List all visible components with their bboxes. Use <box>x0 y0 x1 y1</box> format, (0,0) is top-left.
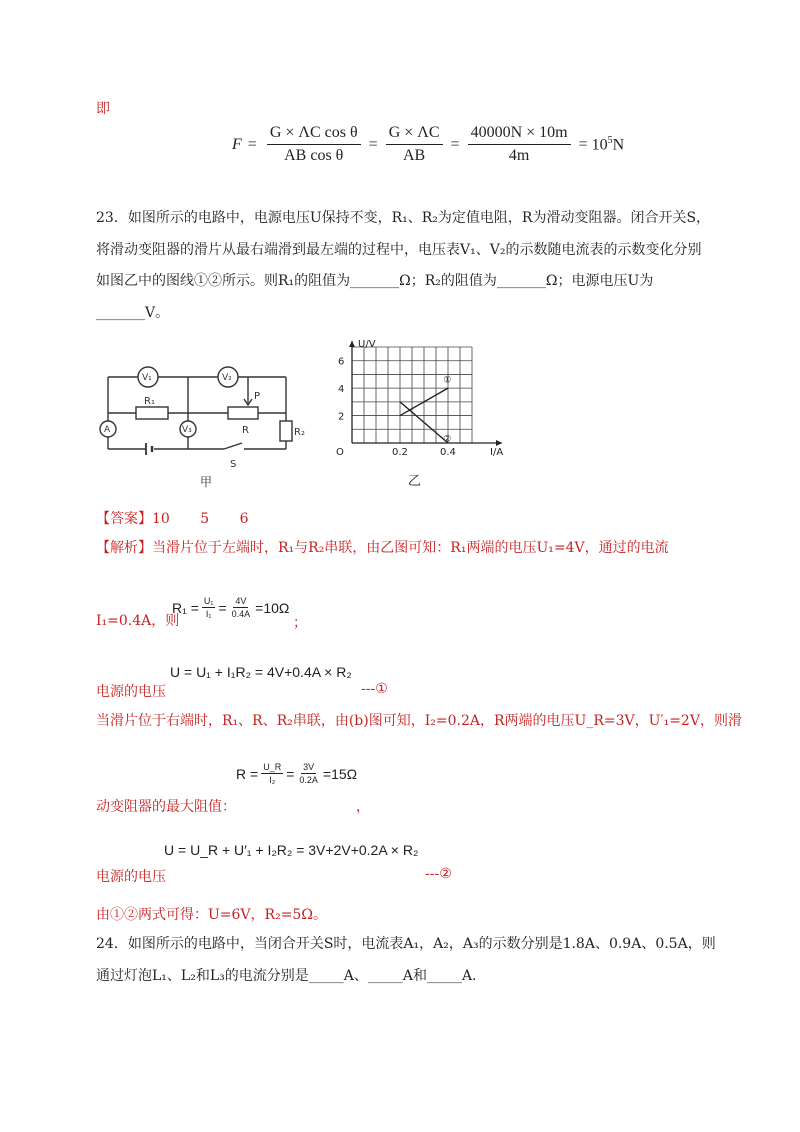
graph-caption: 乙 <box>408 474 422 489</box>
x-axis-arrow <box>496 440 502 446</box>
q24-line-2: 通过灯泡L₁、L₂和L₃的电流分别是_____A、_____A和_____A. <box>96 968 477 984</box>
fraction-1-num: G × ΛC cos θ <box>267 124 361 145</box>
analysis-line-3: 当滑片位于右端时，R₁、R、R₂串联，由(b)图可知，I₂=0.2A，R两端的电压U_R=3V，U′₁=2V，则滑 <box>96 713 742 729</box>
eq3-lhs: R = <box>236 765 259 782</box>
eq3-rhs: =15Ω <box>322 765 358 782</box>
eq3-label: 动变阻器的最大阻值： <box>96 799 236 815</box>
y-tick-4: 4 <box>338 384 345 396</box>
y-axis-label: U/V <box>358 339 376 350</box>
fraction-2 <box>386 124 443 165</box>
analysis-line-2: I₁=0.4A，则 <box>96 613 180 629</box>
x-tick-0-4: 0.4 <box>440 447 456 458</box>
fraction-1-den: AB cos θ <box>284 147 344 164</box>
answer-row <box>96 508 249 528</box>
fraction-3-num: 40000N × 10m <box>468 124 571 145</box>
q24-line-1: 24．如图所示的电路中，当闭合开关S时，电流表A₁，A₂，A₃的示数分别是1.8A、0.9A、0.5A，则 <box>96 936 716 952</box>
semicolon: ； <box>293 615 307 631</box>
slider-p-label: P <box>254 391 261 402</box>
q23-line-2: 将滑动变阻器的滑片从最右端滑到最左端的过程中，电压表V₁、V₂的示数随电流表的示数变化分别 <box>96 242 702 258</box>
q23-line-3: 如图乙中的图线①②所示。则R₁的阻值为_______Ω；R₂的阻值为_______Ω；电源电压U为 <box>96 273 654 289</box>
y-tick-6: 6 <box>338 356 345 368</box>
intro-label: 即 <box>96 101 110 117</box>
circuit-diagram <box>96 355 316 490</box>
meter-a-label: A <box>104 425 111 435</box>
y-tick-2: 2 <box>338 411 345 423</box>
eq-result: $10^5N$ <box>591 134 625 154</box>
equation-r <box>236 762 357 785</box>
answer-label: 【答案】 <box>96 511 152 527</box>
eq3-num-2: 3V <box>303 762 315 772</box>
fraction-2-num: G × ΛC <box>386 124 443 145</box>
eq2-tag: ---① <box>361 681 388 697</box>
force-equation: F = $\frac{\text{G × ΛC cos θ}}{\text{AB cos θ}}$ = $\frac{G \times \Lambda C}{AB}$ = $\frac{40000N \times 10m}{4m}$ = $10^5N$ <box>232 124 625 164</box>
eq4-tag: ---② <box>425 866 452 882</box>
fraction-1 <box>267 124 361 165</box>
analysis-line-1 <box>96 537 669 557</box>
ui-graph <box>328 335 528 495</box>
eq1-num: U₁ <box>203 596 214 606</box>
equation-r1 <box>172 596 289 619</box>
fraction-3 <box>468 124 571 165</box>
comma: ， <box>356 799 370 815</box>
x-axis-label: I/A <box>490 447 504 458</box>
eq3-den: I₂ <box>269 775 276 785</box>
x-tick-0-2: 0.2 <box>392 447 408 458</box>
origin-label: O <box>336 447 344 458</box>
rheostat-r-label: R <box>242 425 249 436</box>
answer-value-3: 6 <box>239 511 249 527</box>
line-2-marker: ② <box>443 434 452 445</box>
q23-line-1: 23．如图所示的电路中，电源电压U保持不变，R₁、R₂为定值电阻，R为滑动变阻器。闭合开关S， <box>96 210 711 226</box>
line-1-marker: ① <box>443 375 452 386</box>
eq1-den: I₁ <box>205 609 212 619</box>
fraction-3-den: 4m <box>508 147 530 164</box>
eq3-eq: = <box>286 765 295 782</box>
meter-v1-label: V₁ <box>142 373 152 383</box>
eq1-lhs: R₁ = <box>172 599 199 616</box>
equation-4: U = U_R + U′₁ + I₂R₂ = 3V+2V+0.2A × R₂ <box>164 842 419 858</box>
analysis-label: 【解析】 <box>96 540 152 556</box>
resistor-r2-label: R₂ <box>294 427 305 438</box>
q23-line-4: _______V。 <box>96 305 170 321</box>
switch-s-label: S <box>230 459 237 470</box>
eq1-num-2: 4V <box>235 596 247 606</box>
meter-v3-label: V₃ <box>182 425 192 435</box>
analysis-conclusion: 由①②两式可得：U=6V，R₂=5Ω。 <box>96 907 327 923</box>
eq3-num: U_R <box>263 762 282 772</box>
eq2-label: 电源的电压 <box>96 684 166 700</box>
y-axis-arrow <box>349 341 355 347</box>
eq3-den-2: 0.2A <box>299 775 318 785</box>
answer-value-1: 10 <box>152 511 170 527</box>
analysis-text-1: 当滑片位于左端时，R₁与R₂串联，由乙图可知：R₁两端的电压U₁=4V，通过的电流 <box>152 540 669 556</box>
answer-value-2: 5 <box>200 511 210 527</box>
circuit-caption: 甲 <box>200 475 213 489</box>
equation-2: U = U₁ + I₁R₂ = 4V+0.4A × R₂ <box>170 664 352 680</box>
eq1-eq: = <box>218 599 227 616</box>
eq1-rhs: =10Ω <box>255 599 290 616</box>
eq-lhs: F <box>232 135 242 153</box>
fraction-2-den: AB <box>403 147 426 164</box>
eq4-label: 电源的电压 <box>96 869 166 885</box>
eq1-den-2: 0.4A <box>231 609 251 619</box>
meter-v2-label: V₂ <box>222 373 232 383</box>
resistor-r1-label: R₁ <box>144 396 155 407</box>
